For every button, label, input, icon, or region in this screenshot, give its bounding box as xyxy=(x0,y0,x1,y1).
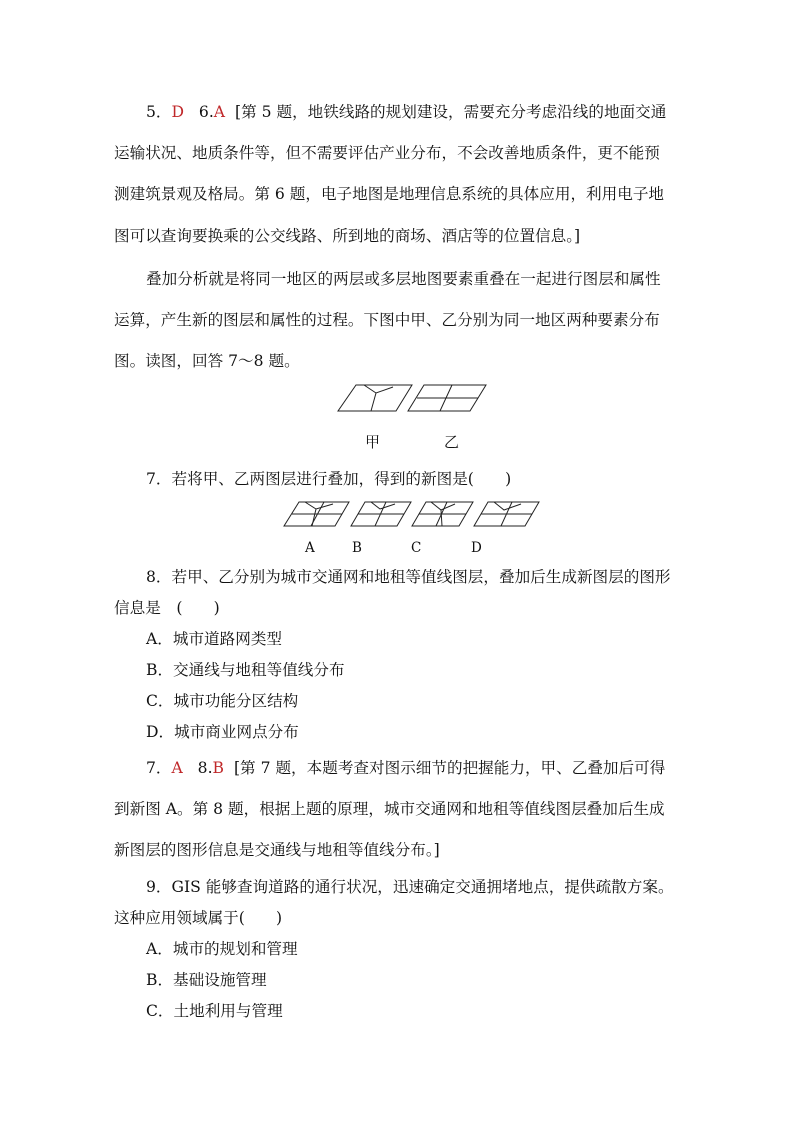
option-a-map xyxy=(284,502,349,526)
q6-answer: A xyxy=(213,103,226,121)
option-c-map xyxy=(412,502,473,526)
q9-stem-line-1: 9．GIS 能够查询道路的通行状况，迅速确定交通拥堵地点，提供疏散方案。 xyxy=(146,878,674,896)
answer-5-6-line-1 xyxy=(146,102,666,122)
q8-option-b: B．交通线与地租等值线分布 xyxy=(146,661,345,679)
label-yi: 乙 xyxy=(444,433,460,451)
intro-line-2: 运算，产生新的图层和属性的过程。下图中甲、乙分别为同一地区两种要素分布 xyxy=(114,311,660,329)
answer-5-6-line-4: 图可以查询要换乘的公交线路、所到地的商场、酒店等的位置信息。] xyxy=(114,227,581,245)
label-jia: 甲 xyxy=(365,433,381,451)
option-d-map xyxy=(474,502,539,526)
intro-line-1: 叠加分析就是将同一地区的两层或多层地图要素重叠在一起进行图层和属性 xyxy=(146,270,661,288)
figure-jia-yi xyxy=(336,383,488,413)
q7-8-explanation-1: [第 7 题，本题考查对图示细节的把握能力，甲、乙叠加后可得 xyxy=(233,759,666,777)
option-c-label: C xyxy=(411,540,422,556)
q8-answer: B xyxy=(212,759,225,777)
option-a-label: A xyxy=(305,540,315,556)
answer-7-8-line-2: 到新图 A。第 8 题，根据上题的原理，城市交通网和地租等值线图层叠加后生成 xyxy=(114,800,665,818)
map-jia xyxy=(338,385,412,411)
answer-7-8-line-3: 新图层的图形信息是交通线与地租等值线分布。] xyxy=(114,841,440,859)
q8-stem-line-2: 信息是 ( ) xyxy=(114,599,220,617)
q7-stem: 7．若将甲、乙两图层进行叠加，得到的新图是( ) xyxy=(146,470,512,488)
q8-option-a: A．城市道路网类型 xyxy=(146,630,283,648)
option-d-label: D xyxy=(471,540,482,556)
q9-stem-line-2: 这种应用领域属于( ) xyxy=(114,909,283,927)
q9-option-c: C．土地利用与管理 xyxy=(146,1002,283,1020)
figure-q7-options xyxy=(283,501,541,527)
q6-number: 6. xyxy=(198,103,214,121)
q5-number: 5． xyxy=(146,103,172,121)
q5-answer: D xyxy=(171,103,185,121)
option-b-map xyxy=(351,502,411,526)
q8-number: 8. xyxy=(197,759,213,777)
intro-line-3: 图。读图，回答 7～8 题。 xyxy=(114,352,300,370)
q8-stem-line-1: 8．若甲、乙分别为城市交通网和地租等值线图层，叠加后生成新图层的图形 xyxy=(146,568,671,586)
q8-option-c: C．城市功能分区结构 xyxy=(146,692,299,710)
answer-7-8-line-1 xyxy=(146,758,665,778)
q7-number: 7． xyxy=(146,759,172,777)
q5-6-explanation-1: [第 5 题，地铁线路的规划建设，需要充分考虑沿线的地面交通 xyxy=(234,103,667,121)
map-yi xyxy=(408,385,486,411)
q7-answer: A xyxy=(171,759,183,777)
q9-option-b: B．基础设施管理 xyxy=(146,971,267,989)
answer-5-6-line-2: 运输状况、地质条件等，但不需要评估产业分布，不会改善地质条件，更不能预 xyxy=(114,144,660,162)
option-b-label: B xyxy=(352,540,362,556)
answer-5-6-line-3: 测建筑景观及格局。第 6 题，电子地图是地理信息系统的具体应用，利用电子地 xyxy=(114,185,665,203)
q9-option-a: A．城市的规划和管理 xyxy=(146,940,298,958)
q8-option-d: D．城市商业网点分布 xyxy=(146,723,299,741)
